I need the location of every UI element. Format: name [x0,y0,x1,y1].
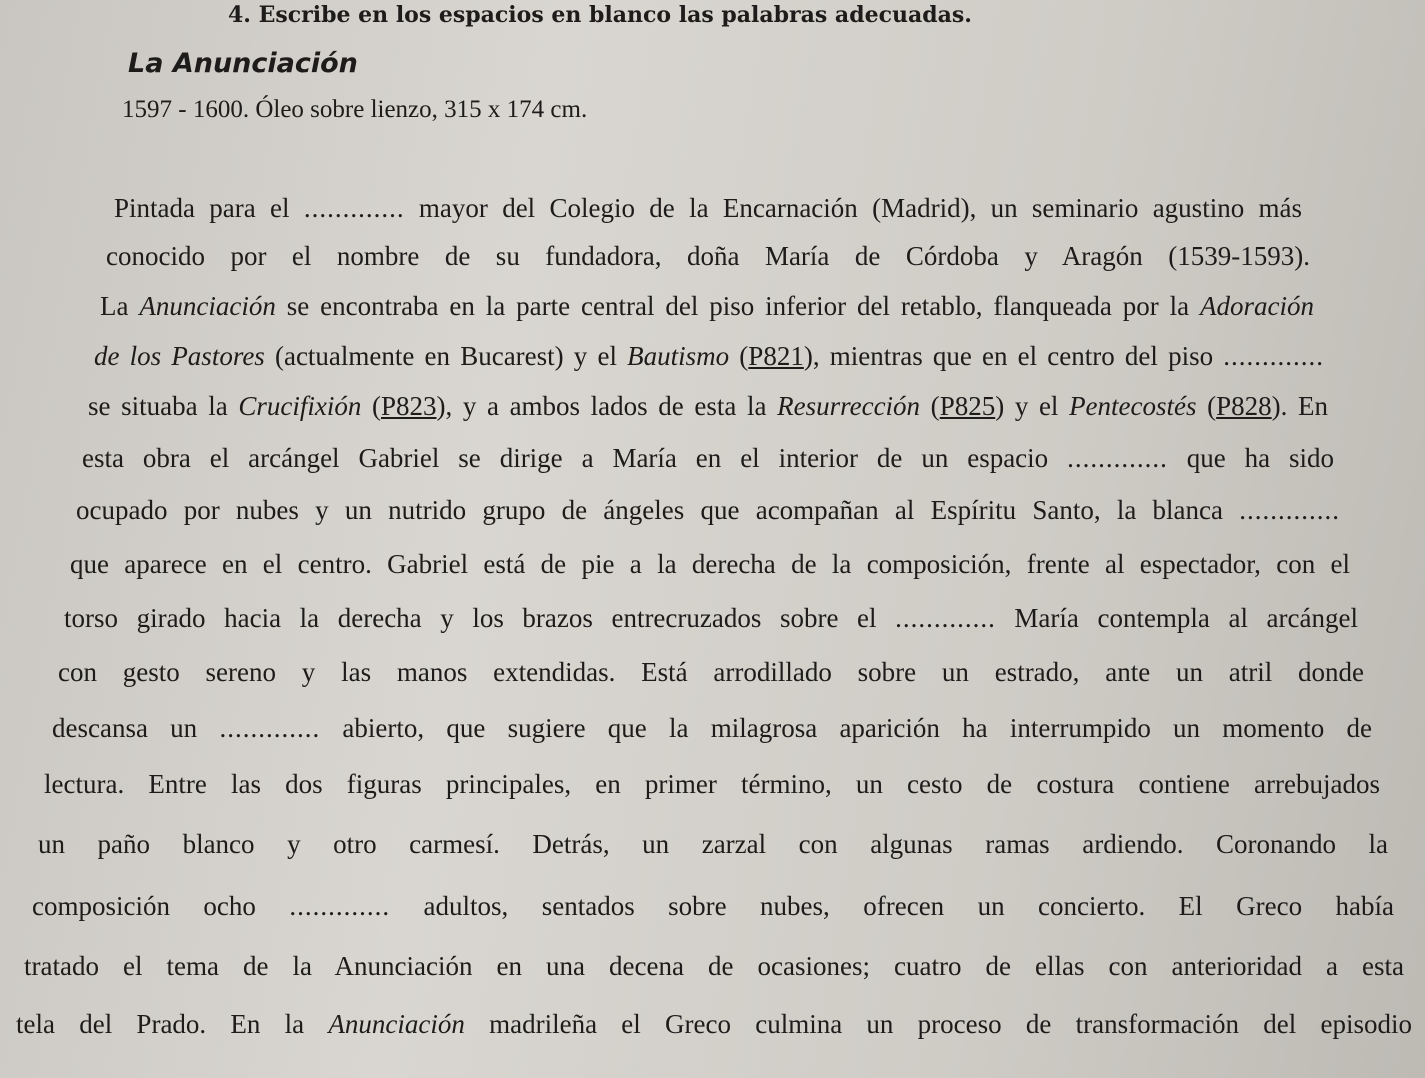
text-line-3: La Anunciación se encontraba en la parte central del piso inferior del retablo, flanqueada por la Adoración [100,291,1314,321]
text-line-12: lectura. Entre las dos figuras principales, en primer término, un cesto de costura contiene arrebujados [44,769,1380,799]
text-line-11: descansa un ............. abierto, que sugiere que la milagrosa aparición ha interrumpido un momento de [52,713,1373,743]
blank-7[interactable]: ............. [289,891,391,921]
text-line-1: Pintada para el ............. mayor del Colegio de la Encarnación (Madrid), un seminario agustino más [114,193,1302,223]
text-line-16: tela del Prado. En la Anunciación madrileña el Greco culmina un proceso de transformación del episodio [16,1009,1412,1039]
blank-1[interactable]: ............. [303,193,405,223]
text-line-7: ocupado por nubes y un nutrido grupo de ángeles que acompañan al Espíritu Santo, la blanca ............. [76,495,1340,525]
blank-5[interactable]: ............. [895,603,996,633]
blank-2[interactable]: ............. [1223,341,1324,371]
page-title: La Anunciación [128,48,358,79]
text-line-9: torso girado hacia la derecha y los brazos entrecruzados sobre el ............. María contempla al arcángel [64,603,1358,633]
text-line-6: esta obra el arcángel Gabriel se dirige a María en el interior de un espacio ............. que ha sido [82,443,1334,473]
blank-6[interactable]: ............. [219,713,321,743]
blank-3[interactable]: ............. [1067,443,1168,473]
artwork-details: 1597 - 1600. Óleo sobre lienzo, 315 x 174 cm. [122,96,588,123]
blank-4[interactable]: ............. [1239,495,1340,525]
text-line-13: un paño blanco y otro carmesí. Detrás, un zarzal con algunas ramas ardiendo. Coronando la [38,829,1388,859]
text-line-15: tratado el tema de la Anunciación en una decena de ocasiones; cuatro de ellas con anterioridad a esta [24,951,1404,981]
text-line-8: que aparece en el centro. Gabriel está de pie a la derecha de la composición, frente al espectador, con el [70,549,1350,579]
text-line-14: composición ocho ............. adultos, sentados sobre nubes, ofrecen un concierto. El Greco había [32,891,1394,921]
exercise-instruction: 4. Escribe en los espacios en blanco las palabras adecuadas. [228,2,972,28]
text-line-5: se situaba la Crucifixión (P823), y a ambos lados de esta la Resurrección (P825) y el Pentecostés (P828). En [88,391,1329,421]
text-line-4: de los Pastores (actualmente en Bucarest) y el Bautismo (P821), mientras que en el centro del piso ............. [94,341,1324,371]
text-line-2: conocido por el nombre de su fundadora, doña María de Córdoba y Aragón (1539-1593). [106,241,1310,271]
text-line-10: con gesto sereno y las manos extendidas. Está arrodillado sobre un estrado, ante un atril donde [58,657,1364,687]
